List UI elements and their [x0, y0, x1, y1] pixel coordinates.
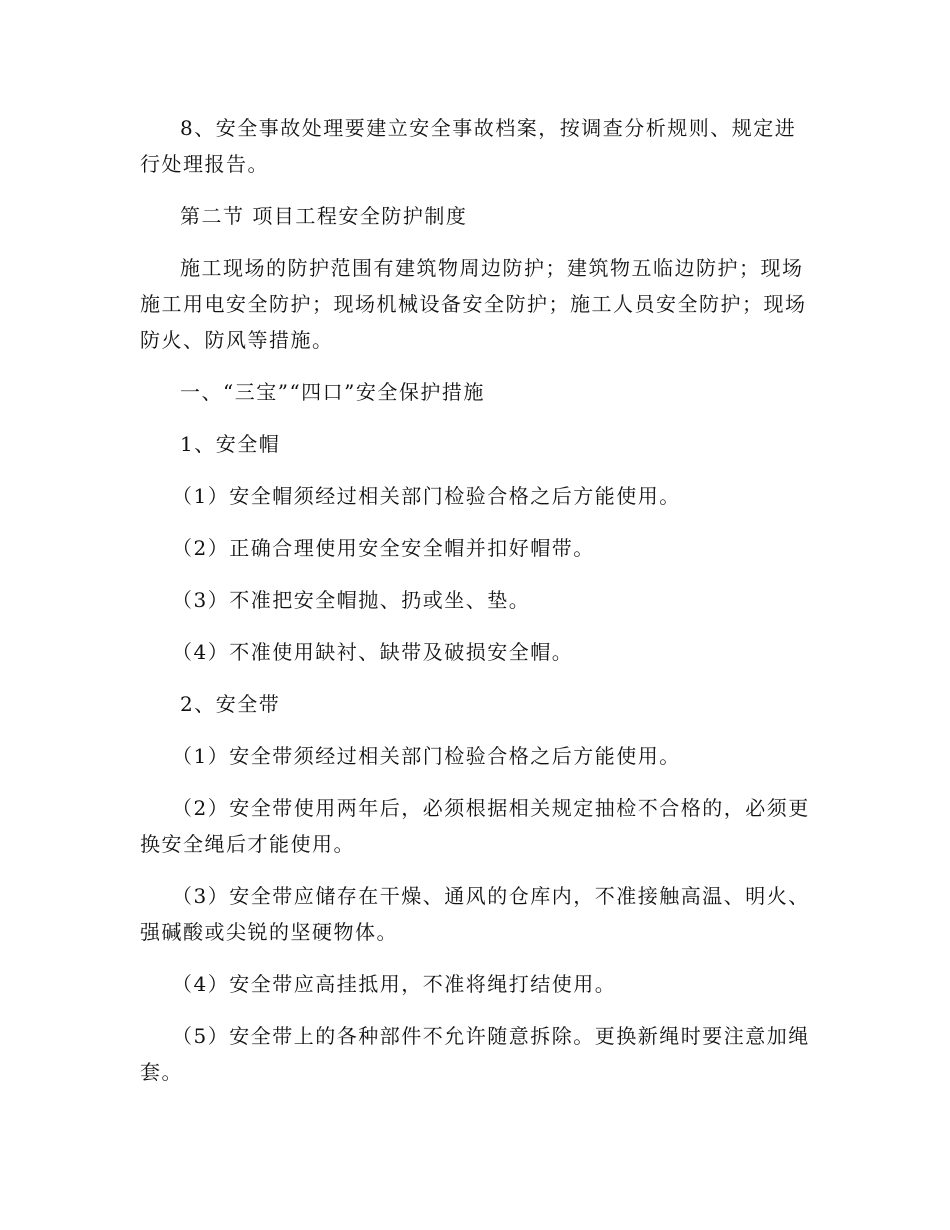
heading-three-treasures-four-openings: 一、“三宝”“四口”安全保护措施 — [180, 380, 485, 404]
helmet-item-4: （4）不准使用缺衬、缺带及破损安全帽。 — [172, 640, 574, 664]
paragraph-accident-archive: 8、安全事故处理要建立安全事故档案，按调查分析规则、规定进行处理报告。 — [140, 116, 797, 176]
heading-safety-helmet: 1、安全帽 — [180, 432, 281, 456]
helmet-item-3: （3）不准把安全帽抛、扔或坐、垫。 — [172, 588, 531, 612]
document-body — [140, 110, 810, 1106]
paragraph-protection-scope: 施工现场的防护范围有建筑物周边防护；建筑物五临边防护；现场施工用电安全防护；现场机械设备安全防护；施工人员安全防护；现场防火、防风等措施。 — [140, 256, 807, 352]
helmet-item-2: （2）正确合理使用安全安全帽并扣好帽带。 — [172, 536, 595, 560]
helmet-item-1: （1）安全帽须经过相关部门检验合格之后方能使用。 — [172, 484, 681, 508]
heading-safety-belt: 2、安全带 — [180, 692, 281, 716]
belt-item-2: （2）安全带使用两年后，必须根据相关规定抽检不合格的，必须更换安全绳后才能使用。 — [140, 796, 810, 856]
belt-item-3: （3）安全带应储存在干燥、通风的仓库内，不准接触高温、明火、强碱酸或尖锐的坚硬物体。 — [140, 884, 810, 944]
belt-item-5: （5）安全带上的各种部件不允许随意拆除。更换新绳时要注意加绳套。 — [140, 1024, 810, 1084]
section-title-safety-protection: 第二节 项目工程安全防护制度 — [180, 204, 468, 228]
belt-item-4: （4）安全带应高挂抵用，不准将绳打结使用。 — [172, 972, 617, 996]
belt-item-1: （1）安全带须经过相关部门检验合格之后方能使用。 — [172, 744, 681, 768]
